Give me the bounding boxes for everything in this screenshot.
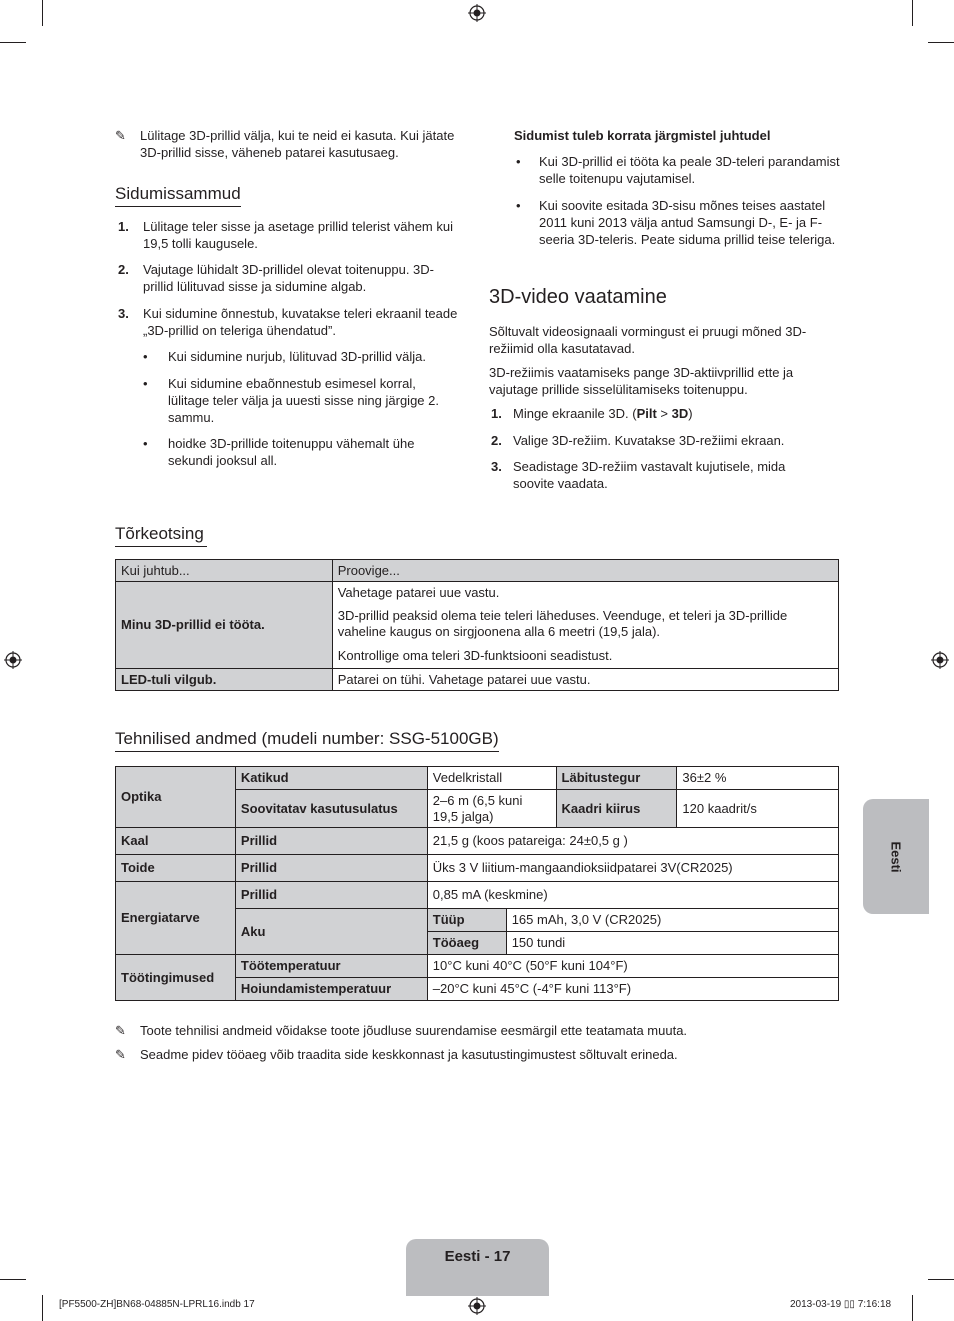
spec-category: Energiatarve xyxy=(116,882,236,955)
page-number-tab xyxy=(406,1239,549,1296)
spec-category: Optika xyxy=(116,767,236,828)
crop-mark xyxy=(912,0,913,26)
step-text: Vajutage lühidalt 3D-prillidel olevat toitenuppu. 3D-prillid lülituvad sisse ja sidumine algab. xyxy=(143,262,434,294)
repeat-heading: Sidumist tuleb korrata järgmistel juhtudel xyxy=(514,128,771,143)
solution-cell: Vahetage patarei uue vastu. xyxy=(332,582,838,604)
bullet-icon: • xyxy=(516,198,521,213)
spec-value: 21,5 g (koos patareiga: 24±0,5 g ) xyxy=(427,828,838,855)
table-row xyxy=(116,855,839,882)
solution-cell: 3D-prillid peaksid olema teie teleri läheduses. Veenduge, et teleri ja 3D-prillide vaheline kaugus on sirgjoonena alla 6 meetri (19,5 jala). xyxy=(332,604,838,645)
solution-cell: Patarei on tühi. Vahetage patarei uue vastu. xyxy=(332,669,838,691)
crop-mark xyxy=(0,1279,26,1280)
video-paragraph: Sõltuvalt videosignaali vormingust ei pruugi mõned 3D-režiimid olla kasutatavad. xyxy=(489,324,807,356)
table-row xyxy=(116,828,839,855)
spec-label: Prillid xyxy=(235,882,427,909)
step-number: 2. xyxy=(118,262,129,277)
crop-mark xyxy=(928,42,954,43)
spec-category: Töötingimused xyxy=(116,955,236,1001)
spec-label: Tüüp xyxy=(427,909,506,932)
step-number: 1. xyxy=(491,406,502,421)
registration-mark-icon xyxy=(468,1297,486,1315)
page-number: Eesti - 17 xyxy=(444,1248,511,1265)
pencil-note-icon: ✎ xyxy=(115,128,126,143)
bullet-text: Kui sidumine ebaõnnestub esimesel korral, lülitage teler välja ja uuesti sisse ning järgige 2. sammu. xyxy=(168,376,439,425)
troubleshooting-heading: Tõrkeotsing xyxy=(115,524,207,547)
step-text: Lülitage teler sisse ja asetage prillid telerist vähem kui 19,5 tolli kaugusele. xyxy=(143,219,453,251)
step-text: Seadistage 3D-režiim vastavalt kujutisele, mida soovite vaadata. xyxy=(513,459,786,491)
table-row xyxy=(116,955,839,978)
spec-value: 0,85 mA (keskmine) xyxy=(427,882,838,909)
step-text: Valige 3D-režiim. Kuvatakse 3D-režiimi ekraan. xyxy=(513,433,785,448)
video-heading: 3D-video vaatamine xyxy=(489,286,667,308)
video-paragraph: 3D-režiimis vaatamiseks pange 3D-aktiivprillid ette ja vajutage prillide sisselülitamiseks toitenuppu. xyxy=(489,365,794,397)
spec-value: 2–6 m (6,5 kuni 19,5 jalga) xyxy=(427,790,556,828)
spec-category: Kaal xyxy=(116,828,236,855)
crop-mark xyxy=(42,0,43,26)
column-header: Kui juhtub... xyxy=(116,560,333,582)
troubleshooting-table xyxy=(115,559,839,691)
bullet-icon: • xyxy=(143,376,148,391)
spec-label: Katikud xyxy=(235,767,427,790)
step-number: 3. xyxy=(118,306,129,321)
spec-label: Läbitustegur xyxy=(556,767,677,790)
spec-note xyxy=(115,1046,835,1063)
specs-table xyxy=(115,766,839,1001)
spec-category: Toide xyxy=(116,855,236,882)
pencil-note-icon: ✎ xyxy=(115,1023,126,1038)
intro-note xyxy=(115,127,465,161)
bullet-icon: • xyxy=(143,436,148,451)
table-row xyxy=(116,767,839,790)
registration-mark-icon xyxy=(468,4,486,22)
bullet-text: hoidke 3D-prillide toitenuppu vähemalt ühe sekundi jooksul all. xyxy=(168,436,415,468)
spec-label: Prillid xyxy=(235,855,427,882)
registration-mark-icon xyxy=(931,651,949,669)
spec-value: 36±2 % xyxy=(677,767,839,790)
spec-note-text: Toote tehnilisi andmeid võidakse toote jõudluse suurendamise eesmärgil ette teatamata muuta. xyxy=(140,1023,688,1038)
bullet-icon: • xyxy=(143,349,148,364)
language-label: Eesti xyxy=(888,840,904,873)
spec-value: Vedelkristall xyxy=(427,767,556,790)
spec-note-text: Seadme pidev tööaeg võib traadita side keskkonnast ja kasutustingimustest sõltuvalt erineda. xyxy=(140,1047,678,1062)
spec-value: Üks 3 V liitium-mangaandioksiidpatarei 3V(CR2025) xyxy=(427,855,838,882)
table-row xyxy=(116,582,839,604)
table-header-row xyxy=(116,560,839,582)
step-text: Minge ekraanile 3D. (Pilt > 3D) xyxy=(513,406,693,421)
spec-value: 120 kaadrit/s xyxy=(677,790,839,828)
column-header: Proovige... xyxy=(332,560,838,582)
footer-file-info: [PF5500-ZH]BN68-04885N-LPRL16.indb 17 xyxy=(59,1299,255,1310)
spec-value: 10°C kuni 40°C (50°F kuni 104°F) xyxy=(427,955,838,978)
crop-mark xyxy=(42,1295,43,1321)
language-side-tab xyxy=(863,799,929,914)
problem-cell: Minu 3D-prillid ei tööta. xyxy=(116,582,333,669)
step-text: Kui sidumine õnnestub, kuvatakse teleri ekraanil teade „3D-prillid on teleriga ühendatud”. xyxy=(143,306,458,338)
spec-label: Hoiundamistemperatuur xyxy=(235,978,427,1001)
crop-mark xyxy=(0,42,26,43)
spec-label: Tööaeg xyxy=(427,932,506,955)
registration-mark-icon xyxy=(4,651,22,669)
pairing-heading: Sidumissammud xyxy=(115,184,241,207)
step-number: 1. xyxy=(118,219,129,234)
bullet-text: Kui sidumine nurjub, lülituvad 3D-prillid välja. xyxy=(168,349,426,364)
spec-label: Aku xyxy=(235,909,427,955)
step-number: 2. xyxy=(491,433,502,448)
crop-mark xyxy=(912,1295,913,1321)
spec-label: Prillid xyxy=(235,828,427,855)
solution-cell: Kontrollige oma teleri 3D-funktsiooni seadistust. xyxy=(332,645,838,669)
spec-value: –20°C kuni 45°C (-4°F kuni 113°F) xyxy=(427,978,838,1001)
spec-label: Kaadri kiirus xyxy=(556,790,677,828)
spec-label: Töötemperatuur xyxy=(235,955,427,978)
spec-label: Soovitatav kasutusulatus xyxy=(235,790,427,828)
spec-note xyxy=(115,1022,835,1039)
pencil-note-icon: ✎ xyxy=(115,1047,126,1062)
bullet-icon: • xyxy=(516,154,521,169)
spec-value: 165 mAh, 3,0 V (CR2025) xyxy=(506,909,838,932)
spec-value: 150 tundi xyxy=(506,932,838,955)
table-row xyxy=(116,669,839,691)
specs-heading: Tehnilised andmed (mudeli number: SSG-5100GB) xyxy=(115,729,499,752)
bullet-text: Kui 3D-prillid ei tööta ka peale 3D-teleri parandamist selle toitenupu vajutamisel. xyxy=(539,154,840,186)
table-row xyxy=(116,882,839,909)
intro-note-text: Lülitage 3D-prillid välja, kui te neid ei kasuta. Kui jätate 3D-prillid sisse, väheneb patarei kasutusaeg. xyxy=(140,128,455,160)
footer-timestamp: 2013-03-19 ▯▯ 7:16:18 xyxy=(790,1299,892,1310)
bullet-text: Kui soovite esitada 3D-sisu mõnes teises aastatel 2011 kuni 2013 välja antud Samsungi D-, E- ja F-seeria 3D-teleris. Peate siduma prillid teise teleriga. xyxy=(539,198,836,247)
problem-cell: LED-tuli vilgub. xyxy=(116,669,333,691)
step-number: 3. xyxy=(491,459,502,474)
crop-mark xyxy=(928,1279,954,1280)
